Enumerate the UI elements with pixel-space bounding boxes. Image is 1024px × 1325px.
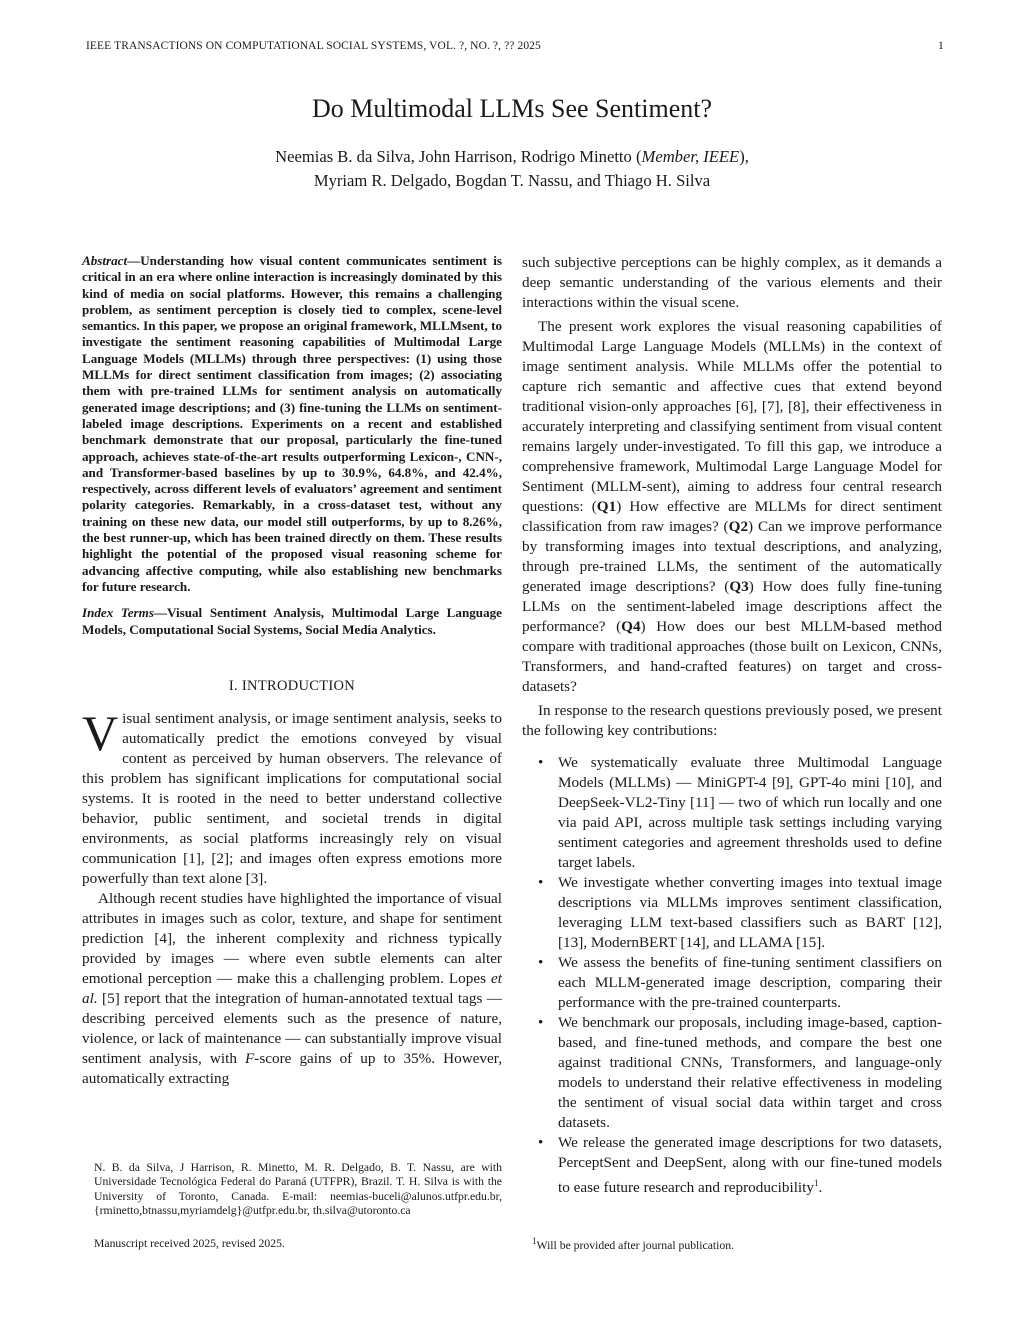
affiliation-footnote: N. B. da Silva, J Harrison, R. Minetto, M. R. Delgado, B. T. Nassu, are with Universidade Tecnológica Federal do Paraná (UTFPR), Brazil. T. H. Silva is with the University of Toronto, Canada. E-mail: neemias-buceli@alunos.utfpr.edu.br, {rminetto,btnassu,myriamdelg}@utfpr.edu.br, th.silva@utoronto.ca bbox=[94, 1161, 502, 1218]
manuscript-note: Manuscript received 2025, revised 2025. bbox=[94, 1237, 285, 1250]
contributions-list bbox=[522, 753, 942, 1198]
intro-paragraph-4: The present work explores the visual reasoning capabilities of Multimodal Large Language Models (MLLMs) in the context of image sentiment analysis. While MLLMs offer the potential to capture rich semantic and affective cues that extend beyond traditional vision-only approaches [6], [7], [8], their effectiveness in accurately interpreting and classifying sentiment from visual content remains largely under-investigated. To fill this gap, we introduce a comprehensive framework, Multimodal Large Language Model for Sentiment (MLLM-sent), aiming to address four central research questions: (Q1) How effective are MLLMs for direct sentiment classification from raw images? (Q2) Can we improve performance by transforming images into textual descriptions, and analyzing, through pre-trained LLMs, the sentiment of the automatically generated image descriptions? (Q3) How does fully fine-tuning LLMs on the sentiment-labeled image descriptions affect the performance? (Q4) How does our best MLLM-based method compare with traditional approaches (those built on Lexicon, CNNs, Transformers, and hand-crafted features) on target and cross-datasets? bbox=[522, 318, 943, 695]
intro-paragraph-3: such subjective perceptions can be highly complex, as it demands a deep semantic understanding of the various elements and their interactions within the visual scene. bbox=[522, 254, 942, 311]
footnote-marker: 1 bbox=[813, 1178, 819, 1188]
list-item: • We release the generated image descriptions for two datasets, PerceptSent and DeepSent, along with our fine-tuned models to ease future research and reproducibility$^1$. bbox=[538, 1134, 942, 1197]
drop-cap: V bbox=[82, 704, 119, 761]
list-item: • We systematically evaluate three Multimodal Language Models (MLLMs) — MiniGPT-4 [9], GPT-4o mini [10], and DeepSeek-VL2-Tiny [11] — two of which run locally and one via paid API, across multiple task settings including varying sentiment categories and agreement thresholds used to define target labels. bbox=[538, 754, 942, 871]
list-item: • We investigate whether converting images into textual image descriptions via MLLMs improves sentiment classification, leveraging LLM text-based classifiers such as BART [12], [13], ModernBERT [14], and LLAMA [15]. bbox=[538, 874, 942, 951]
abstract: Abstract—Understanding how visual content communicates sentiment is critical in an era where online interaction is increasingly dominated by this kind of media on social platforms. However, this remains a challenging problem, as sentiment perception is closely tied to complex, scene-level semantics. In this paper, we propose an original framework, MLLMsent, to investigate the sentiment reasoning capabilities of Multimodal Large Language Models (MLLMs) through three perspectives: (1) using those MLLMs for direct sentiment classification from images; (2) associating them with pre-trained LLMs for sentiment analysis on automatically generated image descriptions; and (3) fine-tuning the LLMs on sentiment-labeled image descriptions. Experiments on a recent and established benchmark demonstrate that our proposal, particularly the fine-tuned approach, achieves state-of-the-art results outperforming Lexicon-, CNN-, and Transformer-based baselines by up to 30.9%, 64.8%, and 42.4%, respectively, across different levels of evaluators’ agreement and sentiment polarity categories. Remarkably, in a cross-dataset test, without any training on these new data, our model still outperforms, by up to 8.26%, the best runner-up, which has been trained directly on them. These results highlight the potential of the proposed visual reasoning scheme for advancing affective computing, while also establishing new benchmarks for future research. bbox=[82, 253, 502, 594]
list-item: • We benchmark our proposals, including image-based, caption-based, and fine-tuned methods, and compare the best one against traditional CNNs, Transformers, and language-only models to understand their relative effectiveness in modeling the sentiment of visual social data within target and cross datasets. bbox=[538, 1014, 942, 1131]
intro-paragraph-1: Visual sentiment analysis, or image sentiment analysis, seeks to automatically predict the emotions conveyed by visual content as perceived by human observers. The relevance of this problem has significant implications for computational social systems. It is rooted in the need to better understand collective behavior, public sentiment, and societal trends in digital environments, as social platforms increasingly rely on visual communication [1], [2]; and images often express emotions more powerfully than text alone [3]. bbox=[82, 704, 502, 887]
section-heading-introduction: I. INTRODUCTION bbox=[228, 677, 356, 694]
right-column bbox=[522, 253, 942, 1198]
author-line-1: Neemias B. da Silva, John Harrison, Rodrigo Minetto (Member, IEEE), bbox=[275, 147, 749, 166]
running-header: IEEE TRANSACTIONS ON COMPUTATIONAL SOCIAL SYSTEMS, VOL. ?, NO. ?, ?? 2025 bbox=[86, 40, 541, 52]
list-item: • We assess the benefits of fine-tuning sentiment classifiers on each MLLM-generated image description, comparing their performance with the pre-trained counterparts. bbox=[538, 954, 942, 1011]
footnote-1: $^1$Will be provided after journal publication. bbox=[532, 1236, 735, 1252]
paper-title: Do Multimodal LLMs See Sentiment? bbox=[311, 94, 713, 123]
intro-paragraph-5: In response to the research questions previously posed, we present the following key contributions: bbox=[522, 702, 942, 739]
intro-paragraph-2: Although recent studies have highlighted the importance of visual attributes in images such as color, texture, and shape for sentiment prediction [4], the inherent complexity and richness typically provided by images — where even subtle elements can alter emotional perception — make this a challenging problem. Lopes et al. [5] report that the integration of human-annotated textual tags — describing perceived elements such as the presence of nature, violence, or lack of maintenance — can substantially improve visual sentiment analysis, with F-score gains of up to 35%. However, automatically extracting bbox=[82, 889, 502, 1087]
author-line-2: Myriam R. Delgado, Bogdan T. Nassu, and Thiago H. Silva bbox=[313, 171, 711, 190]
left-column bbox=[82, 253, 502, 1089]
index-terms: Index Terms—Visual Sentiment Analysis, Multimodal Large Language Models, Computational Social Systems, Social Media Analytics. bbox=[82, 605, 502, 637]
page-number: 1 bbox=[938, 40, 944, 52]
